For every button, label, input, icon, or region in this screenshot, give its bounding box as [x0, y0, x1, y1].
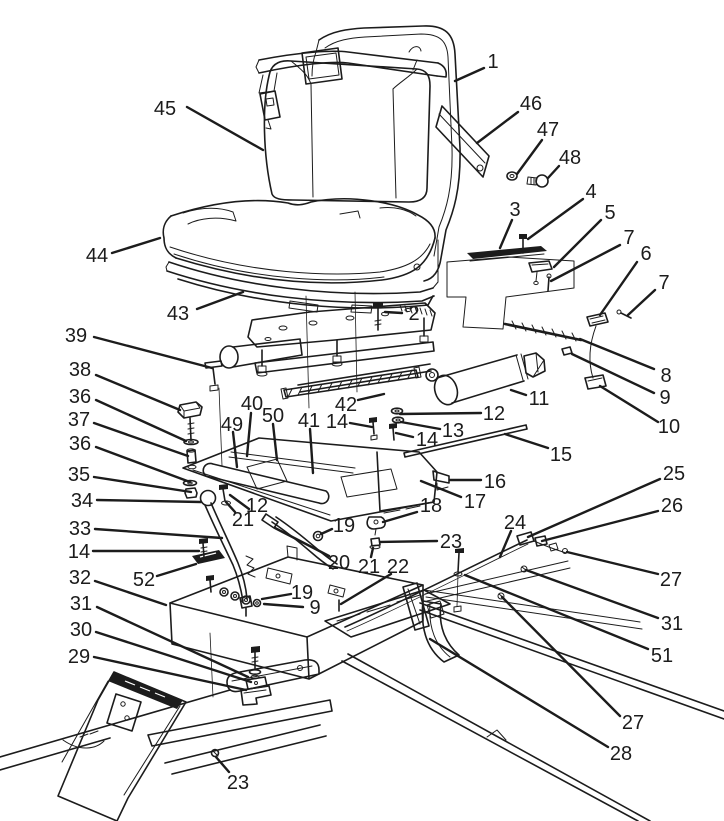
backrest-cushion	[264, 61, 430, 218]
callout-leader-2-13	[385, 312, 402, 313]
callout-label-16-42: 16	[483, 471, 507, 494]
knob-bolt-38	[178, 402, 202, 440]
belt-anchor-bolt	[527, 175, 548, 187]
callout-leader-15-41	[505, 434, 548, 448]
callout-leader-31-59	[526, 570, 658, 618]
callout-label-21-50: 21	[231, 509, 255, 532]
callout-label-31-59: 31	[660, 613, 684, 636]
slide-studs	[257, 318, 428, 376]
callout-leader-3-7	[500, 220, 512, 248]
callout-label-26-48: 26	[660, 495, 684, 518]
seat-cushion	[163, 199, 435, 283]
callout-leader-47-2	[517, 140, 542, 174]
latch-rod-8	[505, 321, 581, 341]
callout-label-27-61: 27	[621, 712, 645, 735]
callout-label-34-24: 34	[70, 490, 94, 513]
fender-console	[58, 672, 186, 821]
belt-anchor-nut	[507, 172, 517, 180]
callout-label-8-14: 8	[660, 365, 672, 388]
callout-label-24-46: 24	[503, 512, 527, 535]
callout-label-23-45: 23	[439, 531, 463, 554]
callout-label-9-15: 9	[659, 387, 671, 410]
callout-leader-19-51	[321, 529, 332, 534]
callout-label-36-22: 36	[68, 433, 92, 456]
callout-leader-42-36	[358, 394, 384, 400]
latch-block-6	[587, 313, 608, 326]
callout-label-47-2: 47	[536, 119, 560, 142]
callout-label-15-41: 15	[549, 444, 573, 467]
callout-label-35-23: 35	[67, 464, 91, 487]
callout-label-29-30: 29	[67, 646, 91, 669]
callout-leader-44-5	[112, 238, 160, 253]
callout-label-32-27: 32	[68, 567, 92, 590]
slide-bolt-2	[373, 303, 383, 330]
callout-leader-52-31	[157, 564, 196, 576]
callout-label-21-53: 21	[357, 556, 381, 579]
callout-label-7-10: 7	[623, 227, 635, 250]
callout-label-45-4: 45	[153, 98, 177, 121]
callout-label-44-5: 44	[85, 245, 109, 268]
callout-label-10-16: 10	[657, 416, 681, 439]
callout-leader-48-3	[548, 166, 559, 178]
callout-leader-51-60	[465, 575, 648, 649]
callout-label-3-7: 3	[509, 199, 521, 222]
callout-label-33-25: 33	[68, 518, 92, 541]
spacer-37	[187, 449, 196, 469]
callout-leader-9-56	[264, 604, 303, 607]
spring-small	[246, 556, 255, 577]
callout-leader-18-44	[383, 512, 417, 522]
callout-leader-23-57	[216, 757, 229, 772]
callout-leader-46-1	[477, 112, 518, 143]
callout-label-52-31: 52	[132, 569, 156, 592]
callout-leader-49-33	[233, 432, 237, 467]
callout-leader-39-18	[94, 337, 212, 368]
callout-label-6-11: 6	[640, 243, 652, 266]
callout-leader-28-62	[430, 639, 608, 747]
callout-leader-35-23	[94, 477, 191, 492]
callout-label-5-9: 5	[604, 202, 616, 225]
callout-label-17-43: 17	[463, 491, 487, 514]
pivot-hardware-19-9	[206, 575, 261, 616]
latch-wire-10	[585, 326, 606, 389]
callout-label-14-37: 14	[325, 411, 349, 434]
callout-label-30-29: 30	[69, 619, 93, 642]
callout-label-7-12: 7	[658, 272, 670, 295]
callout-layer	[65, 51, 685, 794]
latch-pin-7a	[547, 274, 551, 291]
callout-label-23-57: 23	[226, 772, 250, 795]
callout-leader-7-10	[551, 245, 620, 281]
callout-leader-1-0	[455, 68, 484, 81]
callout-label-36-20: 36	[68, 386, 92, 409]
callout-label-12-38: 12	[482, 403, 506, 426]
ball-knob-34	[201, 491, 216, 506]
callout-leader-12-38	[400, 413, 481, 414]
callout-label-27-58: 27	[659, 569, 683, 592]
callout-label-38-19: 38	[68, 359, 92, 382]
rear-panel	[447, 257, 574, 329]
callout-leader-14-37	[350, 423, 372, 427]
support-channel	[227, 660, 319, 692]
callout-leader-27-58	[567, 552, 658, 574]
callout-leader-34-24	[97, 500, 201, 502]
callout-label-28-62: 28	[609, 743, 633, 766]
callout-leader-43-6	[197, 292, 243, 309]
callout-label-43-6: 43	[166, 303, 190, 326]
latch-nut-9	[562, 347, 572, 355]
callout-label-13-39: 13	[441, 420, 465, 443]
callout-label-51-60: 51	[650, 645, 674, 668]
callout-label-20-52: 20	[327, 552, 351, 575]
t-bolt-39	[205, 361, 222, 391]
callout-label-46-1: 46	[519, 93, 543, 116]
callout-label-19-55: 19	[290, 582, 314, 605]
callout-label-22-54: 22	[386, 556, 410, 579]
belt-anchor-strap	[436, 106, 489, 177]
callout-leader-19-55	[262, 594, 291, 599]
callout-leader-22-54	[341, 574, 391, 604]
callout-label-11-17: 11	[528, 388, 550, 411]
callout-leader-4-8	[528, 199, 583, 239]
callout-leader-23-45	[380, 541, 437, 542]
callout-label-4-8: 4	[585, 181, 597, 204]
callout-label-14-40: 14	[415, 429, 439, 452]
callout-label-19-51: 19	[332, 515, 356, 538]
callout-label-37-21: 37	[67, 409, 91, 432]
damper-cylinder-11	[426, 353, 545, 408]
callout-leader-8-14	[580, 339, 654, 369]
callout-label-25-47: 25	[662, 463, 686, 486]
seat-belt	[256, 48, 446, 129]
callout-label-39-18: 39	[64, 325, 88, 348]
callout-label-31-28: 31	[69, 593, 93, 616]
callout-label-41-35: 41	[297, 410, 321, 433]
callout-leader-41-35	[310, 429, 313, 473]
bolt-12b	[219, 484, 231, 505]
callout-leader-32-27	[95, 581, 166, 605]
callout-leader-50-34	[273, 424, 277, 460]
frame-rails	[0, 561, 724, 821]
callout-leader-7-12	[628, 290, 655, 315]
callout-label-48-3: 48	[558, 147, 582, 170]
callout-label-18-44: 18	[419, 495, 443, 518]
callout-label-1-0: 1	[487, 51, 499, 74]
callout-leader-40-32	[247, 413, 251, 456]
nut-23a	[370, 538, 380, 549]
callout-leader-9-15	[572, 354, 654, 393]
callout-label-50-34: 50	[261, 405, 285, 428]
callout-leader-11-17	[511, 390, 526, 395]
callout-label-14-26: 14	[67, 541, 91, 564]
callout-label-42-36: 42	[334, 394, 358, 417]
callout-label-49-33: 49	[220, 414, 244, 437]
callout-leader-26-48	[542, 511, 658, 541]
clevis-18	[367, 517, 385, 535]
callout-leader-6-11	[600, 262, 637, 315]
callout-leader-45-4	[187, 107, 263, 150]
callout-label-12-49: 12	[245, 495, 269, 518]
callout-leader-14-40	[396, 433, 413, 437]
callout-leader-13-39	[401, 422, 440, 429]
washer-stack-12-13	[369, 408, 404, 440]
callout-label-9-56: 9	[309, 597, 321, 620]
callout-label-40-32: 40	[240, 393, 264, 416]
callout-leader-33-25	[95, 529, 222, 538]
callout-leader-5-9	[554, 220, 601, 267]
callout-label-2-13: 2	[408, 303, 420, 326]
